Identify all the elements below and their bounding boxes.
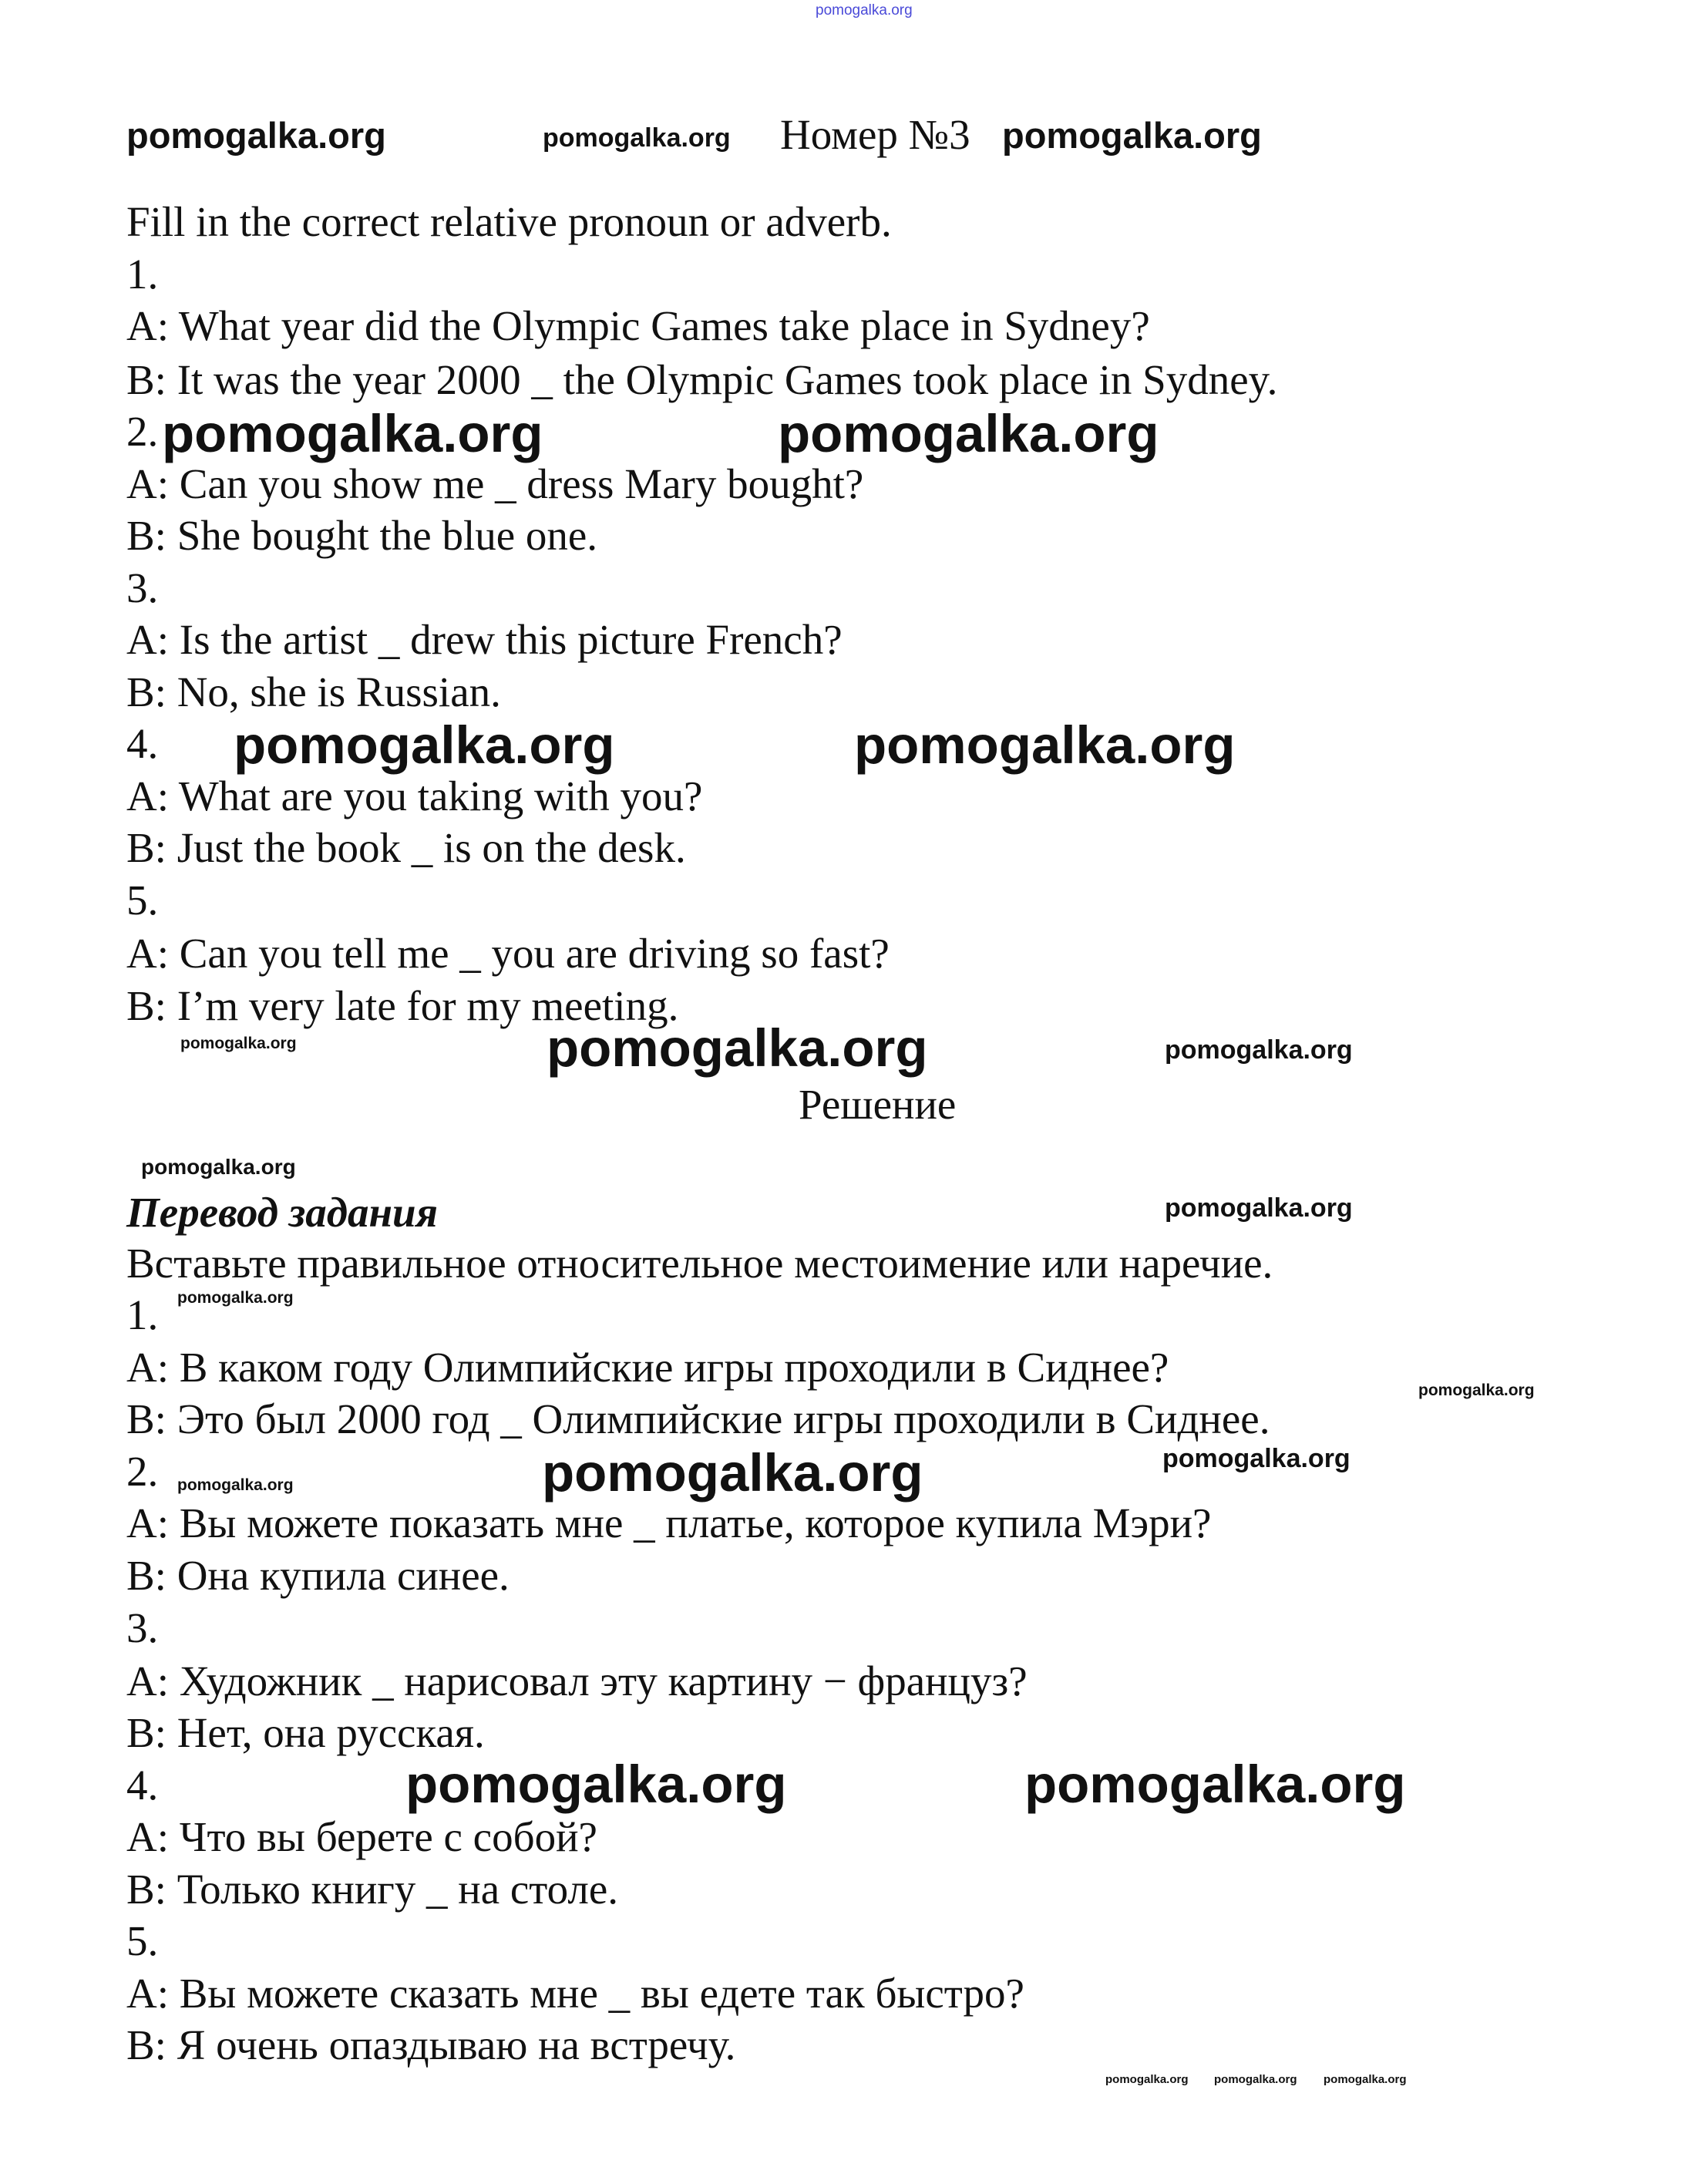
task-line: 2. (126, 408, 159, 455)
translation-line: 4. (126, 1762, 159, 1809)
watermark-text: pomogalka.org (543, 123, 731, 153)
watermark-text: pomogalka.org (234, 715, 615, 775)
watermark-text: pomogalka.org (1324, 2073, 1407, 2086)
watermark-text: pomogalka.org (1214, 2073, 1297, 2086)
watermark-text: pomogalka.org (816, 2, 913, 19)
task-line: A: What are you taking with you? (126, 772, 703, 819)
watermark-text: pomogalka.org (1024, 1755, 1406, 1814)
translation-line: B: Нет, она русская. (126, 1709, 485, 1756)
watermark-text: pomogalka.org (177, 1289, 294, 1307)
watermark-text: pomogalka.org (126, 115, 386, 156)
translation-line: B: Только книгу _ на столе. (126, 1866, 619, 1913)
watermark-text: pomogalka.org (778, 404, 1159, 463)
task-line: A: Can you show me _ dress Mary bought? (126, 460, 864, 507)
task-line: B: Just the book _ is on the desk. (126, 824, 686, 871)
translation-line: 3. (126, 1604, 159, 1651)
watermark-text: pomogalka.org (141, 1155, 296, 1179)
watermark-text: pomogalka.org (542, 1443, 923, 1503)
watermark-text: pomogalka.org (854, 715, 1236, 775)
translation-line: A: Вы можете показать мне _ платье, которое купила Мэри? (126, 1499, 1212, 1546)
watermark-text: pomogalka.org (1002, 115, 1262, 156)
task-instruction: Fill in the correct relative pronoun or adverb. (126, 198, 892, 245)
translation-line: 2. (126, 1448, 159, 1495)
watermark-text: pomogalka.org (180, 1035, 297, 1052)
translation-line: B: Я очень опаздываю на встречу. (126, 2021, 736, 2068)
watermark-text: pomogalka.org (1162, 1444, 1350, 1473)
task-line: B: I’m very late for my meeting. (126, 982, 679, 1029)
watermark-text: pomogalka.org (547, 1018, 928, 1078)
task-line: 4. (126, 720, 159, 767)
task-line: A: What year did the Olympic Games take place in Sydney? (126, 302, 1150, 349)
translation-line: B: Она купила синее. (126, 1552, 510, 1599)
watermark-text: pomogalka.org (1165, 1035, 1353, 1065)
translation-line: 5. (126, 1917, 159, 1964)
translation-instruction: Вставьте правильное относительное местоимение или наречие. (126, 1240, 1273, 1287)
task-line: B: It was the year 2000 _ the Olympic Games took place in Sydney. (126, 356, 1278, 403)
translation-line: 1. (126, 1291, 159, 1338)
translation-line: A: Вы можете сказать мне _ вы едете так быстро? (126, 1970, 1024, 2017)
task-line: 5. (126, 877, 159, 924)
watermark-text: pomogalka.org (1105, 2073, 1189, 2086)
solution-heading: Решение (799, 1081, 957, 1128)
translation-heading: Перевод задания (126, 1189, 438, 1236)
task-line: A: Can you tell me _ you are driving so fast? (126, 930, 890, 977)
number-title: Номер №3 (780, 111, 970, 158)
translation-line: B: Это был 2000 год _ Олимпийские игры проходили в Сиднее. (126, 1395, 1270, 1442)
watermark-text: pomogalka.org (1418, 1381, 1535, 1399)
translation-line: A: В каком году Олимпийские игры проходили в Сиднее? (126, 1344, 1169, 1391)
task-line: A: Is the artist _ drew this picture French? (126, 616, 843, 663)
watermark-text: pomogalka.org (405, 1755, 787, 1814)
translation-line: A: Что вы берете с собой? (126, 1813, 597, 1860)
task-line: 3. (126, 564, 159, 611)
task-line: B: No, she is Russian. (126, 668, 501, 715)
watermark-text: pomogalka.org (162, 404, 543, 463)
task-line: 1. (126, 251, 159, 298)
task-line: B: She bought the blue one. (126, 512, 598, 559)
translation-line: A: Художник _ нарисовал эту картину − француз? (126, 1657, 1028, 1704)
watermark-text: pomogalka.org (177, 1476, 294, 1494)
watermark-text: pomogalka.org (1165, 1193, 1353, 1223)
